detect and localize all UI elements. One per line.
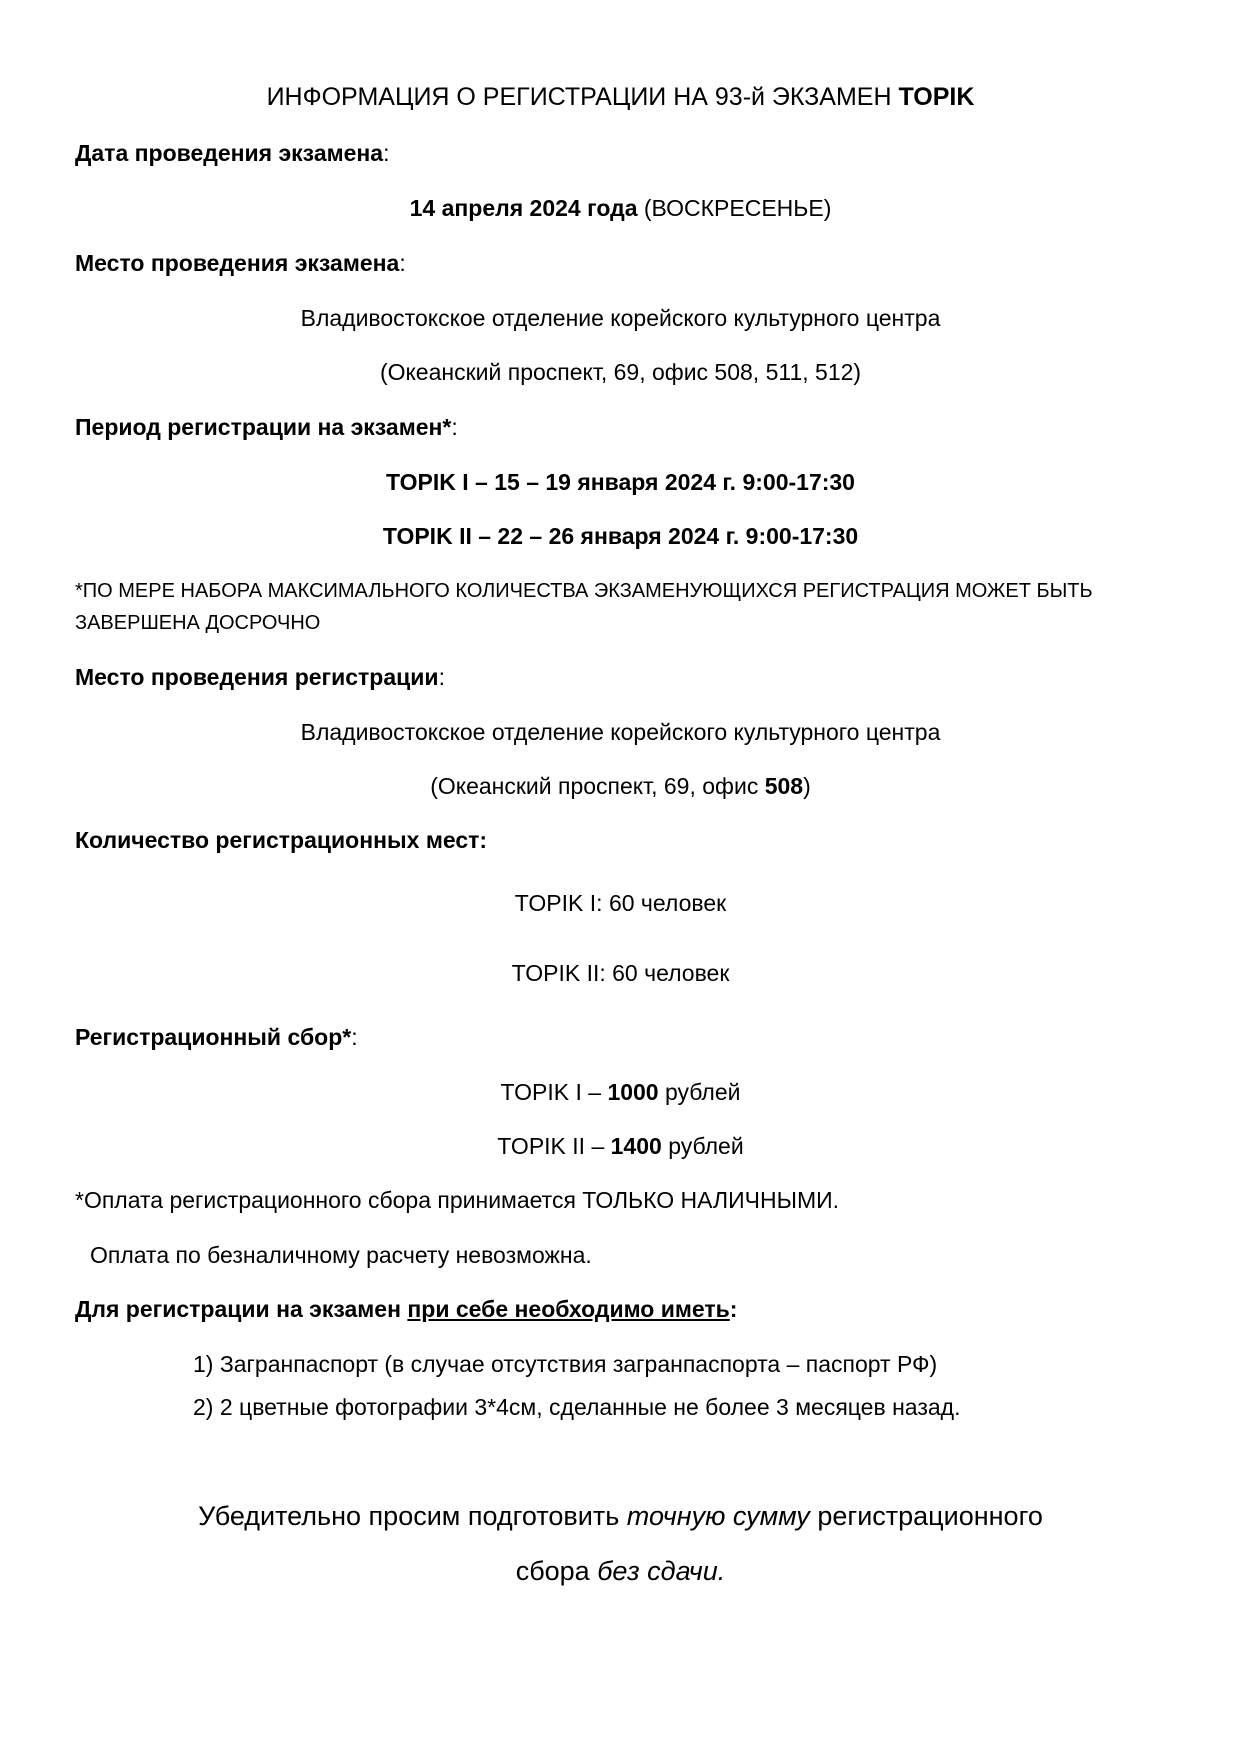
fee-topik1-prefix: TOPIK I – bbox=[500, 1079, 608, 1105]
registration-place-line-2 bbox=[0, 771, 1241, 801]
fee-note-line-2: Оплата по безналичному расчету невозможна. bbox=[90, 1242, 592, 1268]
exam-place-colon: : bbox=[399, 250, 406, 276]
closing-line2-start: сбора bbox=[515, 1556, 598, 1586]
exam-place-heading bbox=[75, 248, 406, 278]
requirements-heading bbox=[75, 1294, 737, 1324]
seats-heading: Количество регистрационных мест: bbox=[75, 827, 488, 853]
registration-place-label: Место проведения регистрации bbox=[75, 664, 439, 690]
fee-topik1-amount: 1000 bbox=[607, 1079, 659, 1105]
exam-date-label: Дата проведения экзамена bbox=[75, 140, 384, 166]
closing-line-2 bbox=[0, 1551, 1241, 1591]
fee-label: Регистрационный сбор* bbox=[75, 1024, 352, 1050]
fee-topik1-currency: рублей bbox=[658, 1079, 741, 1105]
fee-note-line-1: *Оплата регистрационного сбора принимается ТОЛЬКО НАЛИЧНЫМИ. bbox=[75, 1187, 840, 1213]
fee-heading bbox=[75, 1022, 358, 1052]
requirements-label: Для регистрации на экзамен bbox=[75, 1296, 408, 1322]
registration-period-heading bbox=[75, 412, 458, 442]
requirements-label-underlined: при себе необходимо иметь bbox=[407, 1296, 730, 1322]
fee-topik2-currency: рублей bbox=[661, 1133, 744, 1159]
registration-place-address: (Океанский проспект, 69, офис bbox=[430, 773, 765, 799]
registration-place-heading bbox=[75, 662, 445, 692]
exam-place-line-2: (Океанский проспект, 69, офис 508, 511, 512) bbox=[379, 359, 862, 385]
registration-note-line-1: *ПО МЕРЕ НАБОРА МАКСИМАЛЬНОГО КОЛИЧЕСТВА ЭКЗАМЕНУЮЩИХСЯ РЕГИСТРАЦИЯ МОЖЕТ БЫТЬ bbox=[75, 580, 1093, 602]
fee-colon: : bbox=[351, 1024, 358, 1050]
page-title bbox=[0, 82, 1241, 112]
registration-note-line-2: ЗАВЕРШЕНА ДОСРОЧНО bbox=[75, 612, 321, 634]
closing-text-start: Убедительно просим подготовить bbox=[198, 1501, 627, 1531]
registration-place-line-1: Владивостокское отделение корейского культурного центра bbox=[300, 719, 941, 745]
exam-date-colon: : bbox=[383, 140, 390, 166]
registration-period-colon: : bbox=[451, 414, 458, 440]
registration-period-topik1: TOPIK I – 15 – 19 января 2024 г. 9:00-17:30 bbox=[386, 469, 855, 495]
closing-no-change: без сдачи. bbox=[597, 1556, 726, 1586]
exam-place-line-1: Владивостокское отделение корейского культурного центра bbox=[300, 305, 941, 331]
registration-period-topik2: TOPIK II – 22 – 26 января 2024 г. 9:00-17:30 bbox=[382, 523, 859, 549]
page-title-text: ИНФОРМАЦИЯ О РЕГИСТРАЦИИ НА 93-й ЭКЗАМЕН bbox=[266, 83, 899, 111]
closing-line-1 bbox=[0, 1496, 1241, 1536]
exam-date-weekday: (ВОСКРЕСЕНЬЕ) bbox=[637, 195, 832, 221]
page-title-topik: TOPIK bbox=[898, 83, 975, 111]
registration-place-close-paren: ) bbox=[803, 773, 811, 799]
fee-topik1 bbox=[0, 1077, 1241, 1107]
closing-exact-amount: точную сумму bbox=[626, 1501, 810, 1531]
seats-topik2: TOPIK II: 60 человек bbox=[511, 960, 730, 986]
exam-date-value-bold: 14 апреля 2024 года bbox=[409, 195, 638, 221]
fee-topik2-prefix: TOPIK II – bbox=[497, 1133, 611, 1159]
fee-topik2 bbox=[0, 1131, 1241, 1161]
fee-topik2-amount: 1400 bbox=[610, 1133, 662, 1159]
exam-date-heading bbox=[75, 138, 390, 168]
seats-topik1: TOPIK I: 60 человек bbox=[514, 890, 727, 916]
registration-place-office: 508 bbox=[764, 773, 804, 799]
exam-place-label: Место проведения экзамена bbox=[75, 250, 400, 276]
requirements-colon: : bbox=[729, 1296, 738, 1322]
registration-period-label: Период регистрации на экзамен* bbox=[75, 414, 452, 440]
requirement-item-1: 1) Загранпаспорт (в случае отсутствия загранпаспорта – паспорт РФ) bbox=[193, 1351, 938, 1377]
closing-text-end: регистрационного bbox=[809, 1501, 1043, 1531]
requirement-item-2: 2) 2 цветные фотографии 3*4см, сделанные не более 3 месяцев назад. bbox=[193, 1394, 961, 1420]
exam-date-value bbox=[0, 193, 1241, 223]
registration-place-colon: : bbox=[438, 664, 445, 690]
